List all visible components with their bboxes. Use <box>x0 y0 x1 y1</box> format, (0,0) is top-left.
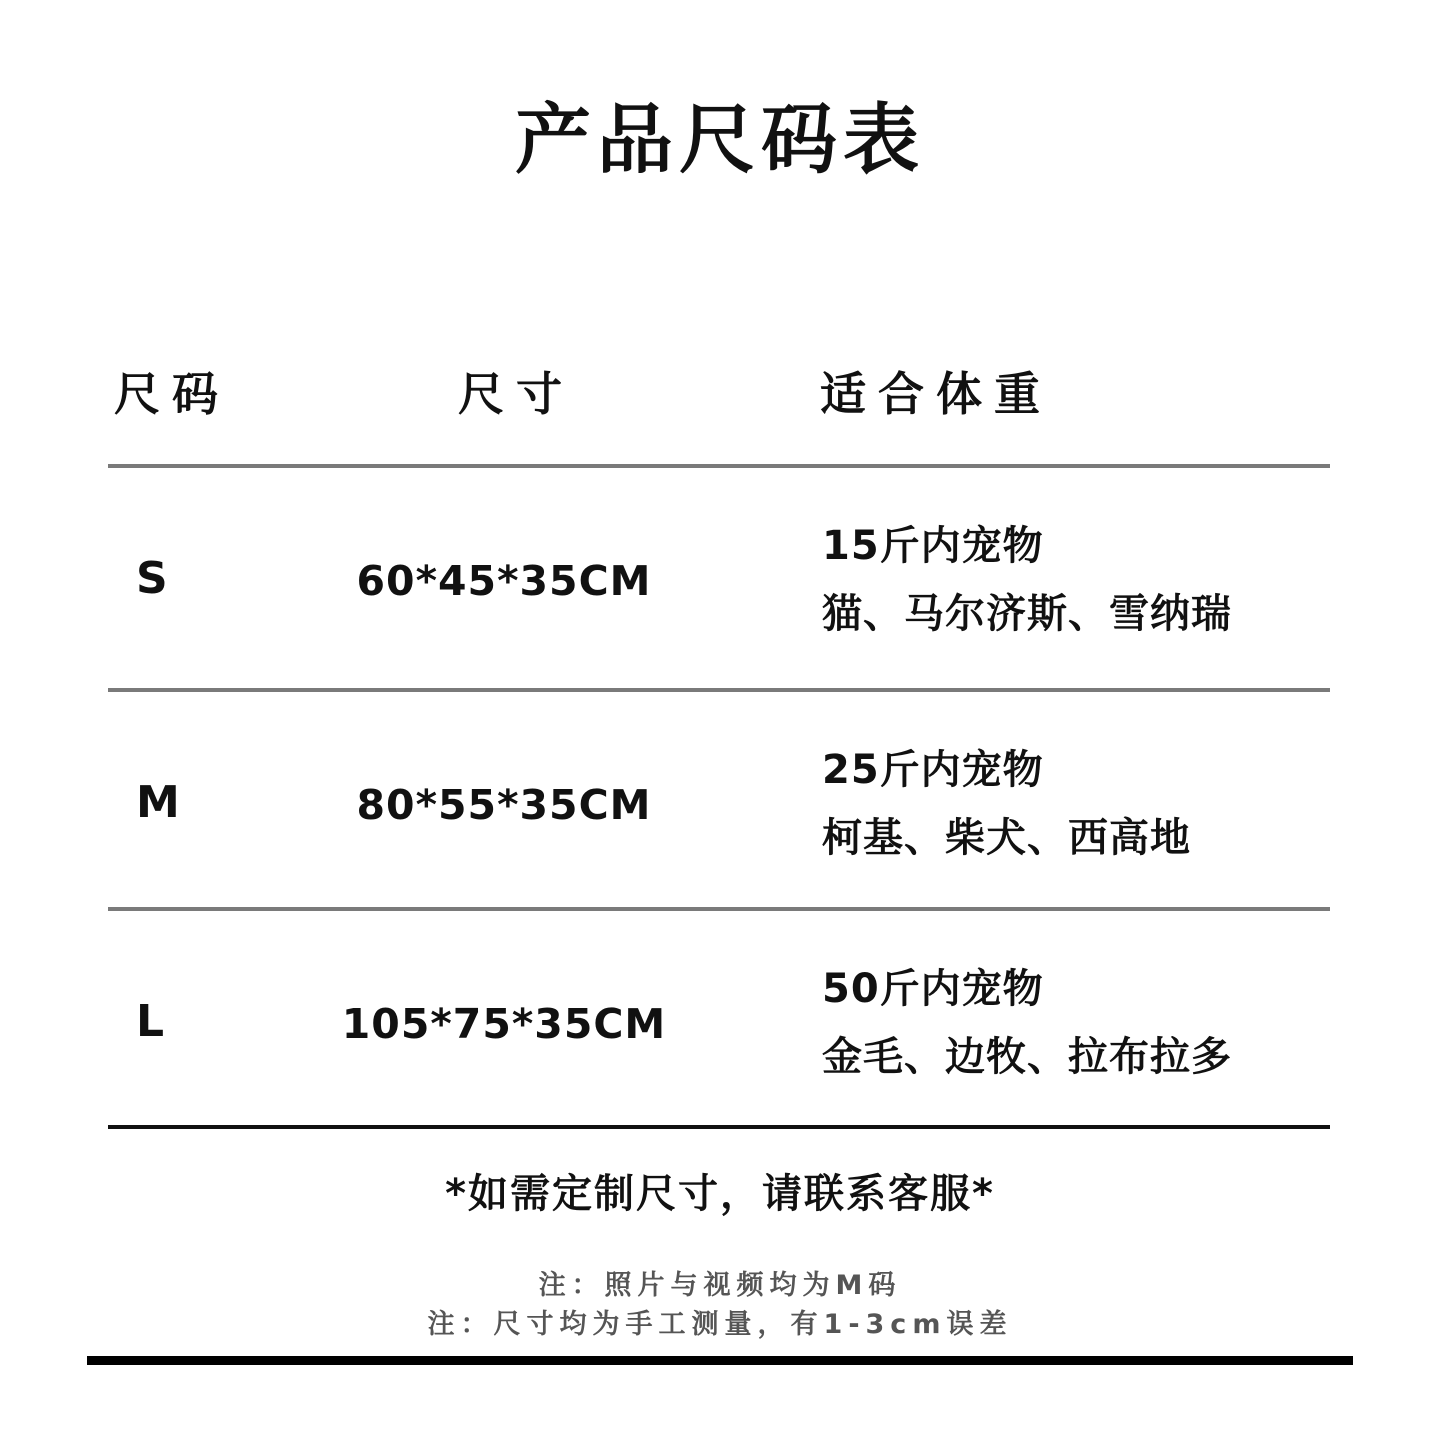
dimensions-cell: 105*75*35CM <box>341 1000 667 1048</box>
dimensions-cell: 60*45*35CM <box>356 557 652 605</box>
suitable-breeds: 金毛、边牧、拉布拉多 <box>822 1034 1232 1080</box>
footnote-measurement: 注：尺寸均为手工测量，有1-3cm误差 <box>427 1309 1013 1340</box>
table-bottom-rule <box>108 1125 1330 1129</box>
table-row <box>0 692 1440 912</box>
dimensions-cell: 80*55*35CM <box>356 781 652 829</box>
size-cell: L <box>136 996 165 1047</box>
weight-limit: 25斤内宠物 <box>822 747 1044 793</box>
table-row <box>0 468 1440 688</box>
header-weight: 适合体重 <box>820 367 1052 421</box>
weight-cell <box>822 955 1232 1091</box>
size-cell: S <box>136 553 168 604</box>
footnote-photo: 注：照片与视频均为M码 <box>538 1270 902 1301</box>
header-dimensions: 尺寸 <box>458 367 574 421</box>
weight-limit: 15斤内宠物 <box>822 523 1044 569</box>
suitable-breeds: 猫、马尔济斯、雪纳瑞 <box>822 591 1232 637</box>
weight-cell <box>822 512 1232 648</box>
header-size: 尺码 <box>114 367 230 421</box>
weight-limit: 50斤内宠物 <box>822 966 1044 1012</box>
bottom-divider <box>87 1356 1353 1365</box>
table-row <box>0 911 1440 1131</box>
page-title: 产品尺码表 <box>515 95 925 184</box>
weight-cell <box>822 736 1191 872</box>
custom-size-note: *如需定制尺寸，请联系客服* <box>445 1171 995 1217</box>
size-cell: M <box>136 777 180 828</box>
suitable-breeds: 柯基、柴犬、西高地 <box>822 815 1191 861</box>
